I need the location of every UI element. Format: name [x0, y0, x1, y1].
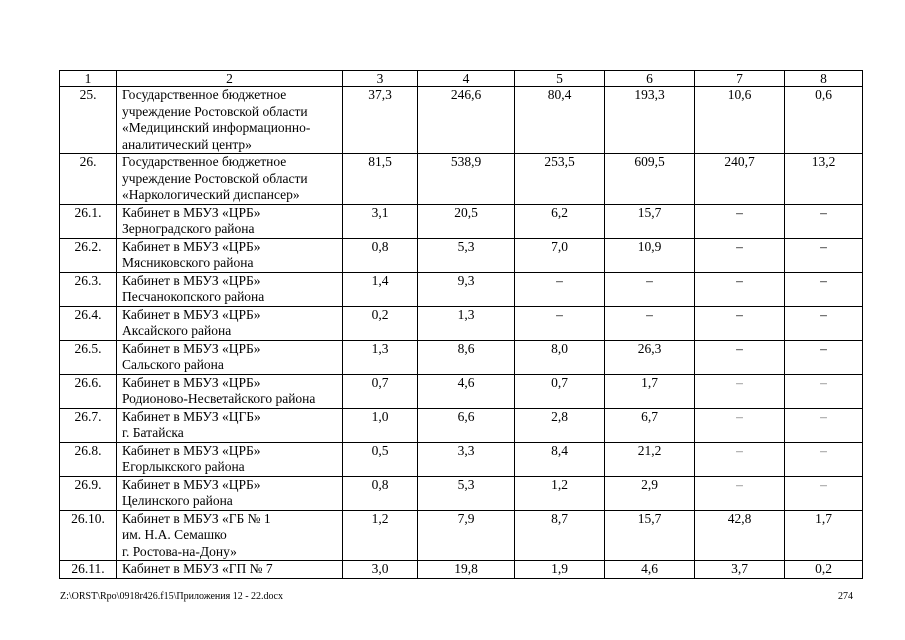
value-cell: – [785, 204, 863, 238]
value-cell: 4,6 [605, 561, 695, 579]
table-row [60, 204, 863, 238]
table-row [60, 374, 863, 408]
value-cell: 1,7 [605, 374, 695, 408]
value-cell: – [695, 272, 785, 306]
value-cell: 15,7 [605, 510, 695, 561]
value-cell: 21,2 [605, 442, 695, 476]
value-cell: 2,8 [515, 408, 605, 442]
row-number: 26.9. [60, 476, 117, 510]
value-cell: – [695, 374, 785, 408]
value-cell: – [785, 306, 863, 340]
organization-name: Кабинет в МБУЗ «ЦРБ» Целинского района [117, 476, 343, 510]
organization-name: Кабинет в МБУЗ «ЦРБ» Аксайского района [117, 306, 343, 340]
row-number: 25. [60, 87, 117, 154]
value-cell: 80,4 [515, 87, 605, 154]
value-cell: – [695, 476, 785, 510]
value-cell: 0,8 [343, 476, 418, 510]
table-body [60, 71, 863, 579]
value-cell: 0,8 [343, 238, 418, 272]
value-cell: 8,0 [515, 340, 605, 374]
value-cell: 1,9 [515, 561, 605, 579]
table-row [60, 306, 863, 340]
value-cell: 246,6 [418, 87, 515, 154]
column-header: 4 [418, 71, 515, 87]
value-cell: 8,6 [418, 340, 515, 374]
value-cell: 1,7 [785, 510, 863, 561]
value-cell: 9,3 [418, 272, 515, 306]
value-cell: 0,2 [785, 561, 863, 579]
row-number: 26.4. [60, 306, 117, 340]
column-header: 5 [515, 71, 605, 87]
value-cell: – [695, 442, 785, 476]
row-number: 26.3. [60, 272, 117, 306]
value-cell: – [785, 476, 863, 510]
organization-name: Кабинет в МБУЗ «ГП № 7 [117, 561, 343, 579]
value-cell: 10,9 [605, 238, 695, 272]
value-cell: 4,6 [418, 374, 515, 408]
table-row [60, 154, 863, 205]
row-number: 26.1. [60, 204, 117, 238]
row-number: 26.11. [60, 561, 117, 579]
value-cell: – [785, 238, 863, 272]
value-cell: – [785, 374, 863, 408]
row-number: 26.6. [60, 374, 117, 408]
value-cell: 3,7 [695, 561, 785, 579]
organization-name: Кабинет в МБУЗ «ЦРБ» Родионово-Несветайского района [117, 374, 343, 408]
table-row [60, 408, 863, 442]
organization-name: Кабинет в МБУЗ «ЦРБ» Песчанокопского района [117, 272, 343, 306]
header-row [60, 71, 863, 87]
value-cell: 609,5 [605, 154, 695, 205]
value-cell: 1,3 [418, 306, 515, 340]
value-cell: 3,0 [343, 561, 418, 579]
column-header: 6 [605, 71, 695, 87]
value-cell: 193,3 [605, 87, 695, 154]
organization-name: Кабинет в МБУЗ «ЦРБ» Сальского района [117, 340, 343, 374]
column-header: 2 [117, 71, 343, 87]
organization-name: Кабинет в МБУЗ «ЦРБ» Зерноградского района [117, 204, 343, 238]
row-number: 26.5. [60, 340, 117, 374]
organization-name: Государственное бюджетное учреждение Ростовской области «Медицинский информационно- аналитический центр» [117, 87, 343, 154]
table-row [60, 238, 863, 272]
organization-name: Кабинет в МБУЗ «ЦГБ» г. Батайска [117, 408, 343, 442]
value-cell: 20,5 [418, 204, 515, 238]
value-cell: 19,8 [418, 561, 515, 579]
table-row [60, 561, 863, 579]
value-cell: – [695, 340, 785, 374]
value-cell: 0,5 [343, 442, 418, 476]
value-cell: 2,9 [605, 476, 695, 510]
organization-name: Кабинет в МБУЗ «ЦРБ» Егорлыкского района [117, 442, 343, 476]
value-cell: 8,7 [515, 510, 605, 561]
value-cell: 8,4 [515, 442, 605, 476]
row-number: 26.10. [60, 510, 117, 561]
row-number: 26.7. [60, 408, 117, 442]
table-row [60, 87, 863, 154]
organization-name: Кабинет в МБУЗ «ЦРБ» Мясниковского района [117, 238, 343, 272]
column-header: 8 [785, 71, 863, 87]
value-cell: 0,7 [515, 374, 605, 408]
row-number: 26. [60, 154, 117, 205]
row-number: 26.8. [60, 442, 117, 476]
value-cell: 5,3 [418, 238, 515, 272]
value-cell: 37,3 [343, 87, 418, 154]
value-cell: 0,6 [785, 87, 863, 154]
organization-name: Кабинет в МБУЗ «ГБ № 1 им. Н.А. Семашко г. Ростова-на-Дону» [117, 510, 343, 561]
value-cell: 13,2 [785, 154, 863, 205]
table-row [60, 442, 863, 476]
value-cell: 1,0 [343, 408, 418, 442]
value-cell: 10,6 [695, 87, 785, 154]
value-cell: 6,2 [515, 204, 605, 238]
footer-file-path: Z:\ORST\Rpo\0918r426.f15\Приложения 12 - 22.docx [60, 591, 283, 602]
value-cell: – [515, 272, 605, 306]
value-cell: 0,2 [343, 306, 418, 340]
value-cell: – [785, 340, 863, 374]
footer-page-number: 274 [838, 591, 853, 602]
value-cell: 1,2 [515, 476, 605, 510]
value-cell: 7,0 [515, 238, 605, 272]
value-cell: – [695, 238, 785, 272]
table-row [60, 510, 863, 561]
value-cell: – [695, 408, 785, 442]
value-cell: – [515, 306, 605, 340]
column-header: 1 [60, 71, 117, 87]
value-cell: – [695, 204, 785, 238]
value-cell: – [605, 306, 695, 340]
value-cell: 538,9 [418, 154, 515, 205]
value-cell: – [785, 408, 863, 442]
organization-name: Государственное бюджетное учреждение Ростовской области «Наркологический диспансер» [117, 154, 343, 205]
table-row [60, 340, 863, 374]
value-cell: 6,7 [605, 408, 695, 442]
value-cell: 42,8 [695, 510, 785, 561]
value-cell: 3,3 [418, 442, 515, 476]
data-table [59, 70, 863, 579]
table-row [60, 476, 863, 510]
value-cell: 26,3 [605, 340, 695, 374]
value-cell: 1,2 [343, 510, 418, 561]
value-cell: 0,7 [343, 374, 418, 408]
value-cell: 7,9 [418, 510, 515, 561]
row-number: 26.2. [60, 238, 117, 272]
value-cell: – [785, 442, 863, 476]
value-cell: 1,4 [343, 272, 418, 306]
value-cell: – [785, 272, 863, 306]
value-cell: 6,6 [418, 408, 515, 442]
value-cell: 253,5 [515, 154, 605, 205]
value-cell: 15,7 [605, 204, 695, 238]
value-cell: 3,1 [343, 204, 418, 238]
value-cell: 81,5 [343, 154, 418, 205]
value-cell: 5,3 [418, 476, 515, 510]
column-header: 7 [695, 71, 785, 87]
table-row [60, 272, 863, 306]
value-cell: 1,3 [343, 340, 418, 374]
value-cell: 240,7 [695, 154, 785, 205]
value-cell: – [605, 272, 695, 306]
value-cell: – [695, 306, 785, 340]
column-header: 3 [343, 71, 418, 87]
